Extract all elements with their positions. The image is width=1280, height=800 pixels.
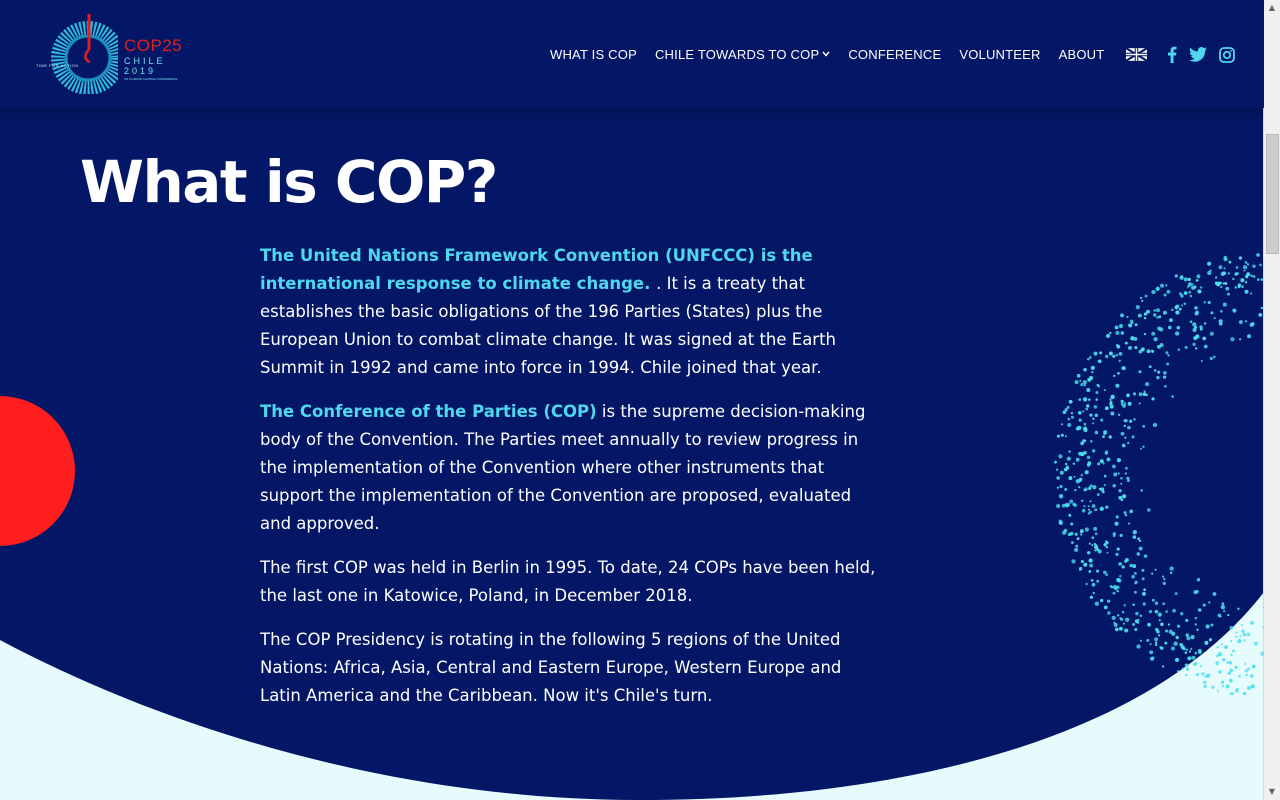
main-nav	[550, 46, 1235, 63]
facebook-icon[interactable]	[1167, 46, 1177, 63]
paragraph-text: . It is a treaty that establishes the basic obligations of the 196 Parties (States) plus the European Union to combat climate change. It was signed at the Earth Summit in 1992 and came into force in 1994. Chile joined that year.	[260, 274, 837, 377]
scroll-down-arrow-icon[interactable]: ▼	[1268, 787, 1276, 796]
decorative-dotted-ring	[1030, 195, 1264, 695]
nav-label: VOLUNTEER	[959, 47, 1041, 62]
paragraph-text: The first COP was held in Berlin in 1995. To date, 24 COPs have been held, the last one in Katowice, Poland, in December 2018.	[260, 558, 876, 605]
nav-what-is-cop[interactable]	[550, 47, 637, 62]
chevron-down-icon	[822, 49, 830, 60]
uk-flag-icon[interactable]	[1126, 48, 1147, 61]
instagram-icon[interactable]	[1219, 47, 1235, 63]
logo-country: CHILE	[124, 56, 166, 66]
nav-volunteer[interactable]	[959, 47, 1040, 62]
paragraph-text: is the supreme decision-making body of the Convention. The Parties meet annually to review progress in the implementation of the Convention where other instruments that support the implementation of the Convention are proposed, evaluated and approved.	[260, 402, 866, 533]
paragraph-presidency	[260, 626, 885, 710]
paragraph-unfccc	[260, 242, 885, 382]
twitter-icon[interactable]	[1189, 47, 1207, 62]
nav-label: WHAT IS COP	[550, 47, 637, 62]
social-links	[1167, 46, 1235, 63]
highlight-unfccc: The United Nations Framework Convention (UNFCCC) is the international response to climate change.	[260, 246, 813, 293]
nav-about[interactable]	[1059, 47, 1105, 62]
logo-tiny-text: UN CLIMATE CHANGE CONFERENCE	[124, 77, 178, 81]
nav-label: CHILE TOWARDS TO COP	[654, 47, 820, 62]
nav-chile-towards-cop[interactable]	[655, 47, 830, 62]
cop25-logo[interactable]	[36, 10, 186, 94]
logo-ring-icon	[48, 10, 118, 94]
logo-year: 2019	[124, 66, 157, 76]
paragraph-first-cop	[260, 554, 885, 610]
nav-label: CONFERENCE	[848, 47, 942, 62]
highlight-cop: The Conference of the Parties (COP)	[260, 402, 597, 421]
vertical-scrollbar[interactable]	[1263, 0, 1280, 800]
paragraph-text: The COP Presidency is rotating in the following 5 regions of the United Nations: Africa, Asia, Central and Eastern Europe, Western Europe and Latin America and the Caribbean. Now it's Chile's turn.	[260, 630, 842, 705]
scrollbar-thumb[interactable]	[1266, 134, 1279, 254]
site-header	[0, 0, 1264, 108]
logo-subtitle	[124, 56, 166, 76]
scroll-up-arrow-icon[interactable]: ▲	[1268, 3, 1276, 12]
logo-title: COP25	[124, 36, 183, 55]
paragraph-cop	[260, 398, 885, 538]
logo-tagline: TIME FOR ACTION	[36, 63, 79, 68]
content-body	[260, 242, 885, 726]
page-title: What is COP?	[80, 148, 497, 216]
nav-conference[interactable]	[848, 47, 941, 62]
nav-label: ABOUT	[1058, 47, 1105, 62]
